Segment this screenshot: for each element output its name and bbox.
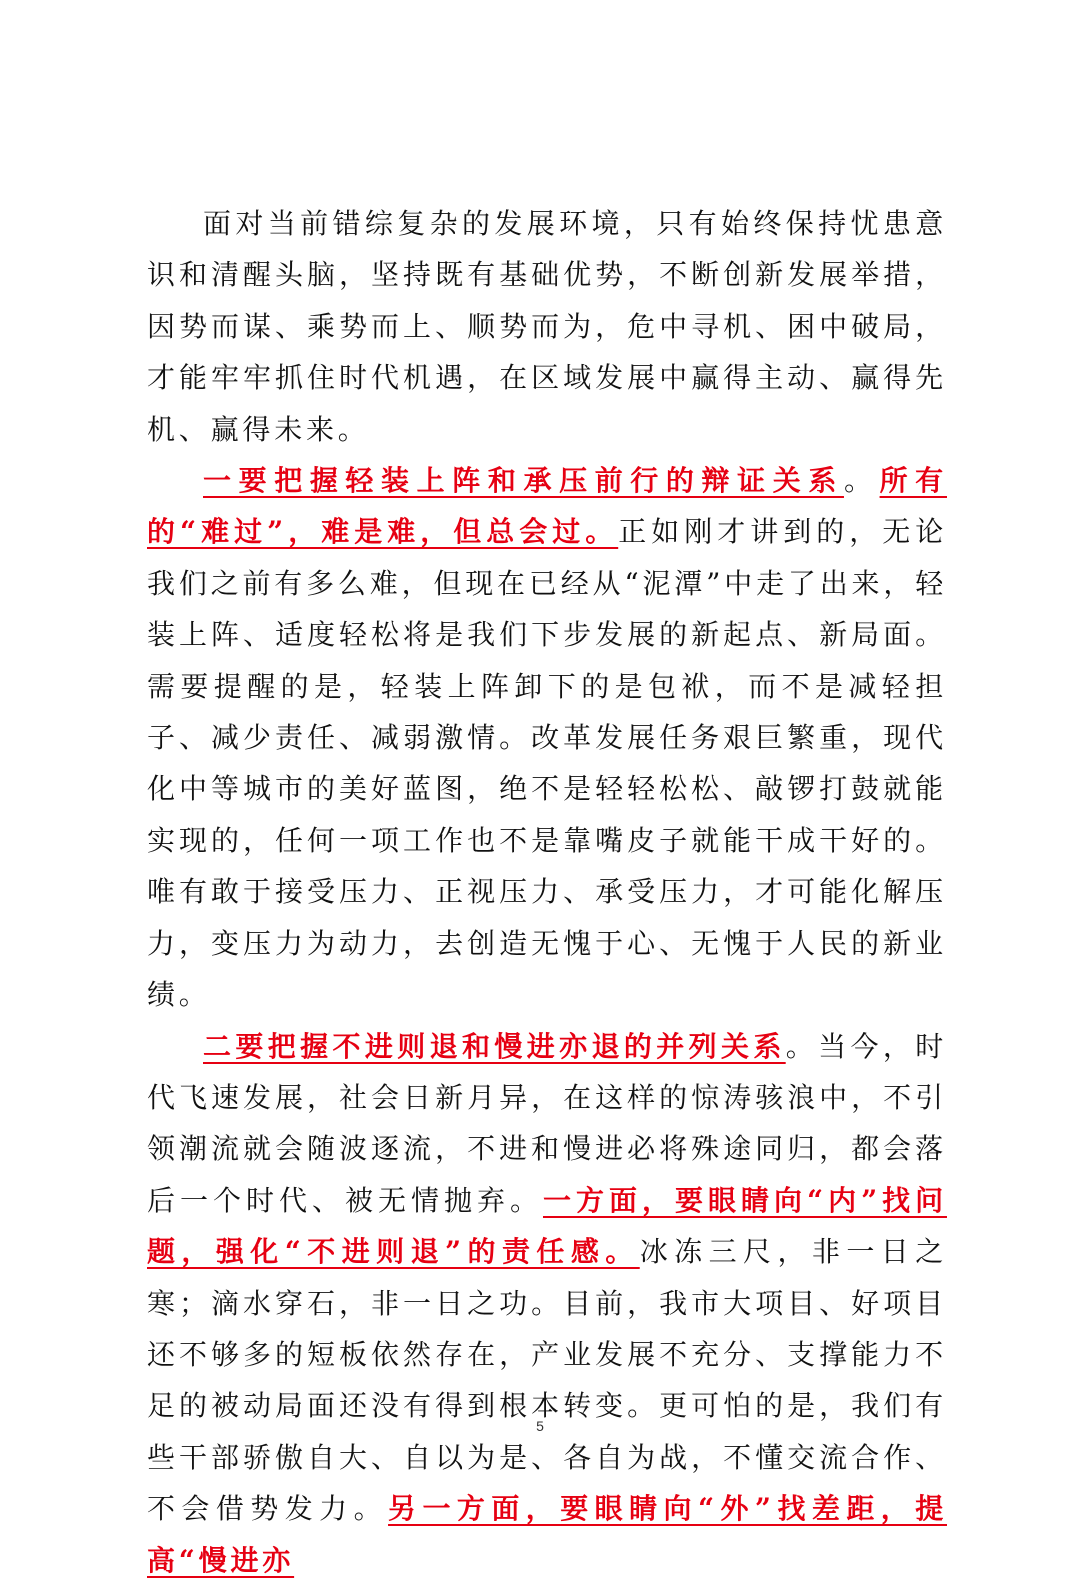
second-point-emphasis-1: 一方面，要眼睛向“内”找问题，强化“不进则退”的责任感。 [147, 1183, 947, 1269]
paragraph-first-point [147, 455, 947, 1020]
page-number: 5 [536, 1418, 544, 1434]
first-point-emphasis: 所有的“难过”，难是难，但总会过。 [147, 464, 947, 549]
second-point-emphasis-2: 另一方面，要眼睛向“外”找差距，提高“慢进亦 [147, 1492, 947, 1577]
first-point-heading: 一要把握轻装上阵和承压前行的辩证关系 [203, 464, 844, 498]
intro-text: 面对当前错综复杂的发展环境，只有始终保持忧患意识和清醒头脑，坚持既有基础优势，不断创新发展举措，因势而谋、乘势而上、顺势而为，危中寻机、困中破局，才能牢牢抓住时代机遇，在区域发展中赢得主动、赢得先机、赢得未来。 [147, 207, 947, 446]
second-point-body-2: 冰冻三尺，非一日之寒；滴水穿石，非一日之功。目前，我市大项目、好项目还不够多的短板依然存在，产业发展不充分、支撑能力不足的被动局面还没有得到根本转变。更可怕的是，我们有些干部骄傲自大、自以为是、各自为战，不懂交流合作、不会借势发力。 [147, 1235, 948, 1526]
paragraph-intro [147, 198, 947, 455]
first-point-body: 正如刚才讲到的，无论我们之前有多么难，但现在已经从“泥潭”中走了出来，轻装上阵、适度轻松将是我们下步发展的新起点、新局面。需要提醒的是，轻装上阵卸下的是包袱，而不是减轻担子、减少责任、减弱激情。改革发展任务艰巨繁重，现代化中等城市的美好蓝图，绝不是轻轻松松、敲锣打鼓就能实现的，任何一项工作也不是靠嘴皮子就能干成干好的。唯有敢于接受压力、正视压力、承受压力，才可能化解压力，变压力为动力，去创造无愧于心、无愧于人民的新业绩。 [147, 515, 947, 1012]
paragraph-second-point [147, 1021, 947, 1586]
document-body [147, 198, 947, 1586]
second-point-heading: 二要把握不进则退和慢进亦退的并列关系 [203, 1029, 786, 1063]
first-point-separator: 。 [843, 464, 880, 498]
second-point-body-1: 。当今，时代飞速发展，社会日新月异，在这样的惊涛骇浪中，不引领潮流就会随波逐流，不进和慢进必将殊途同归，都会落后一个时代、被无情抛弃。 [147, 1029, 947, 1217]
